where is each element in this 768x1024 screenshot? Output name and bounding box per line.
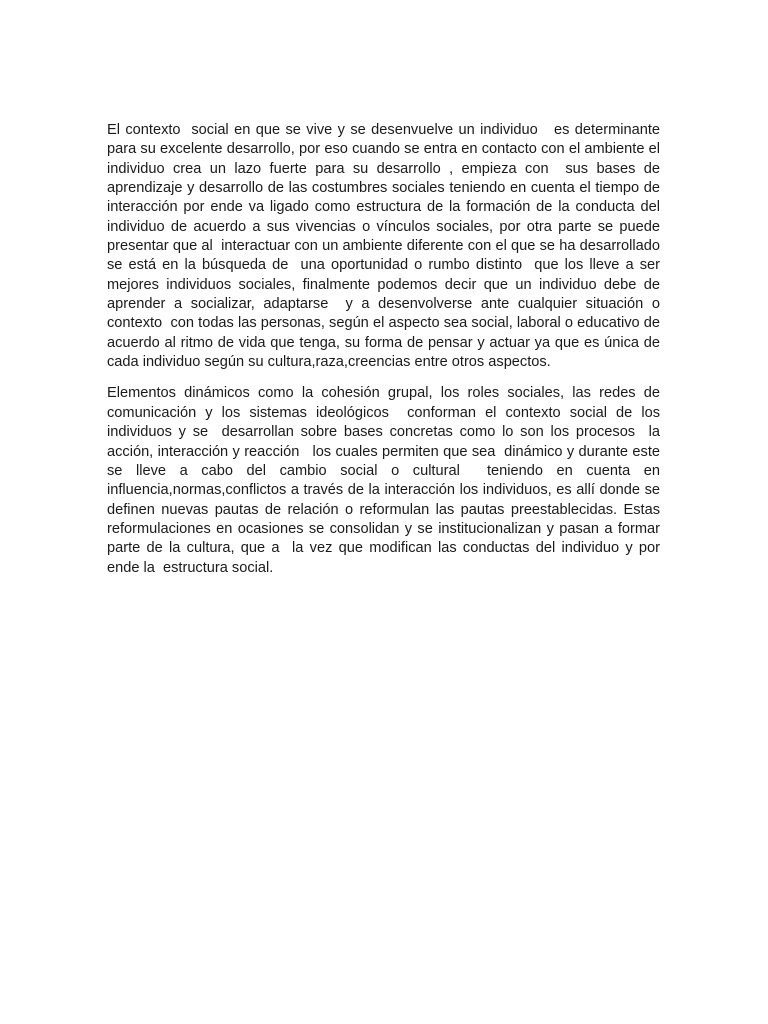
- paragraph-1: El contexto social en que se vive y se desenvuelve un individuo es determinante para su excelente desarrollo, por eso cuando se entra en contacto con el ambiente el individuo crea un lazo fuerte para su desarrollo , empieza con sus bases de aprendizaje y desarrollo de las costumbres sociales teniendo en cuenta el tiempo de interacción por ende va ligado como estructura de la formación de la conducta del individuo de acuerdo a sus vivencias o vínculos sociales, por otra parte se puede presentar que al interactuar con un ambiente diferente con el que se ha desarrollado se está en la búsqueda de una oportunidad o rumbo distinto que los lleve a ser mejores individuos sociales, finalmente podemos decir que un individuo debe de aprender a socializar, adaptarse y a desenvolverse ante cualquier situación o contexto con todas las personas, según el aspecto sea social, laboral o educativo de acuerdo al ritmo de vida que tenga, su forma de pensar y actuar ya que es única de cada individuo según su cultura,raza,creencias entre otros aspectos.: [107, 122, 665, 371]
- paragraph-2: Elementos dinámicos como la cohesión grupal, los roles sociales, las redes de comunicación y los sistemas ideológicos conforman el contexto social de los individuos y se desarrollan sobre bases concretas como lo son los procesos la acción, interacción y reacción los cuales permiten que sea dinámico y durante este se lleve a cabo del cambio social o cultural teniendo en cuenta en influencia,normas,conflictos a través de la interacción los individuos, es allí donde se definen nuevas pautas de relación o reformulan las pautas preestablecidas. Estas reformulaciones en ocasiones se consolidan y se institucionalizan y pasan a formar parte de la cultura, que a la vez que modifican las conductas del individuo y por ende la estructura social.: [107, 385, 669, 576]
- document-body: [107, 121, 669, 578]
